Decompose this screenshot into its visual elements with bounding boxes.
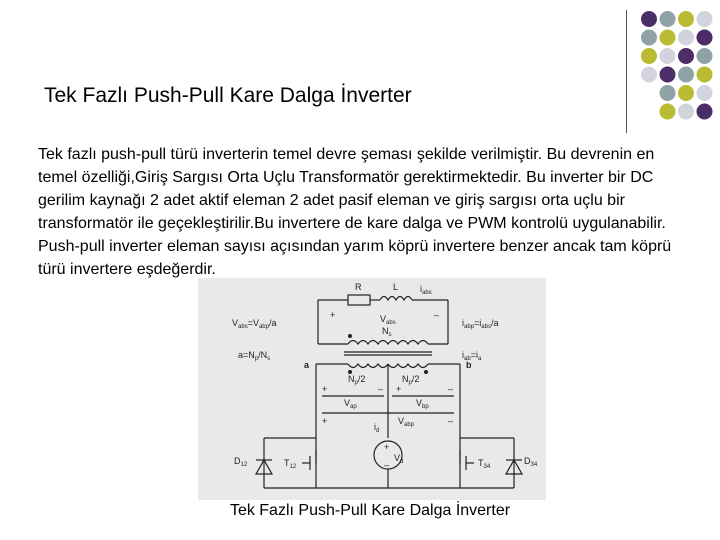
label-ns: $N_s$ — [382, 326, 392, 338]
decorative-dot — [678, 85, 694, 101]
inductor-l — [380, 297, 412, 301]
label-v-abp: $V_{abp}$ — [398, 416, 415, 428]
decorative-dot — [678, 48, 694, 64]
push-pull-circuit-diagram — [198, 278, 546, 500]
primary-winding-left — [348, 364, 388, 368]
decorative-dot — [697, 67, 713, 83]
node-a: a — [304, 360, 310, 370]
resistor-r — [348, 295, 370, 305]
label-i-d: $i_d$ — [374, 422, 380, 434]
label-i-abs: $i_{abs}$ — [420, 284, 432, 296]
label-t12: $T_{12}$ — [284, 458, 297, 470]
decorative-dot — [641, 48, 657, 64]
decorative-dot — [660, 30, 676, 46]
decorative-dot — [660, 48, 676, 64]
label-d12: $D_{12}$ — [234, 456, 248, 468]
dot-grid-decoration — [640, 10, 718, 120]
equation-turns-ratio: $a=N_p/N_s$ — [238, 350, 271, 362]
decorative-dot — [660, 11, 676, 27]
label-minus-abp: – — [448, 416, 454, 426]
label-minus-bp: – — [448, 384, 454, 394]
decorative-dot — [697, 48, 713, 64]
decorative-dot — [678, 104, 694, 120]
secondary-winding — [348, 341, 428, 345]
label-plus-ap: + — [322, 384, 328, 394]
decorative-dot — [660, 67, 676, 83]
dot-grid-svg — [640, 10, 718, 120]
label-v-abs: $V_{abs}$ — [380, 314, 396, 326]
label-plus-bp: + — [396, 384, 402, 394]
decorative-dot — [697, 11, 713, 27]
decorative-dot — [678, 67, 694, 83]
decorative-dot — [660, 104, 676, 120]
label-v-bp: $V_{bp}$ — [416, 398, 429, 410]
title-divider-line — [626, 10, 627, 133]
decorative-dot — [697, 85, 713, 101]
label-np-half-left: $N_p/2$ — [348, 374, 366, 386]
decorative-dot — [641, 30, 657, 46]
label-np-half-right: $N_p/2$ — [402, 374, 420, 386]
decorative-dot — [660, 85, 676, 101]
circuit-figure — [198, 278, 546, 500]
label-v-ap: $V_{ap}$ — [344, 398, 357, 410]
label-minus-ap: – — [378, 384, 384, 394]
equation-i-abp: $i_{abp}=i_{abs}/a$ — [462, 318, 499, 330]
decorative-dot — [678, 11, 694, 27]
node-b: b — [466, 360, 472, 370]
body-paragraph: Tek fazlı push-pull türü inverterin temel devre şeması şekilde verilmiştir. Bu devrenin en temel özelliği,Giriş Sargısı Orta Uçlu Transformatör gerektirmektedir. Bu inverter bir DC gerilim kaynağı 2 adet aktif eleman 2 adet pasif eleman ve giriş sargısı orta uçlu bir transformatör ile geçekleştirilir.Bu invertere de kare dalga ve PWM kontrolü uygulanabilir. Push-pull inverter eleman sayısı açısından yarım köprü invertere benzer ancak tam köprü türü invertere eşdeğerdir. — [38, 146, 672, 278]
equation-i-ab: $i_{ab}=i_a$ — [462, 350, 482, 362]
label-d34: $D_{34}$ — [524, 456, 538, 468]
decorative-dot — [641, 67, 657, 83]
label-plus-abp: + — [322, 416, 328, 426]
label-r: R — [355, 282, 362, 292]
figure-caption: Tek Fazlı Push-Pull Kare Dalga İnverter — [229, 502, 511, 519]
decorative-dot — [678, 30, 694, 46]
label-minus-top: – — [434, 310, 440, 320]
label-source-minus: – — [384, 460, 390, 470]
decorative-dot — [697, 30, 713, 46]
label-l: L — [393, 282, 399, 292]
primary-winding-right — [388, 364, 428, 368]
label-t34: $T_{34}$ — [478, 458, 491, 470]
decorative-dot — [697, 104, 713, 120]
equation-v-abs: $V_{abs}=V_{abp}/a$ — [232, 318, 277, 330]
slide-title: Tek Fazlı Push-Pull Kare Dalga İnverter — [44, 84, 412, 107]
decorative-dot — [641, 11, 657, 27]
label-source-plus: + — [384, 442, 390, 452]
label-plus-top: + — [330, 310, 336, 320]
label-v-d: $V_d$ — [394, 453, 404, 465]
